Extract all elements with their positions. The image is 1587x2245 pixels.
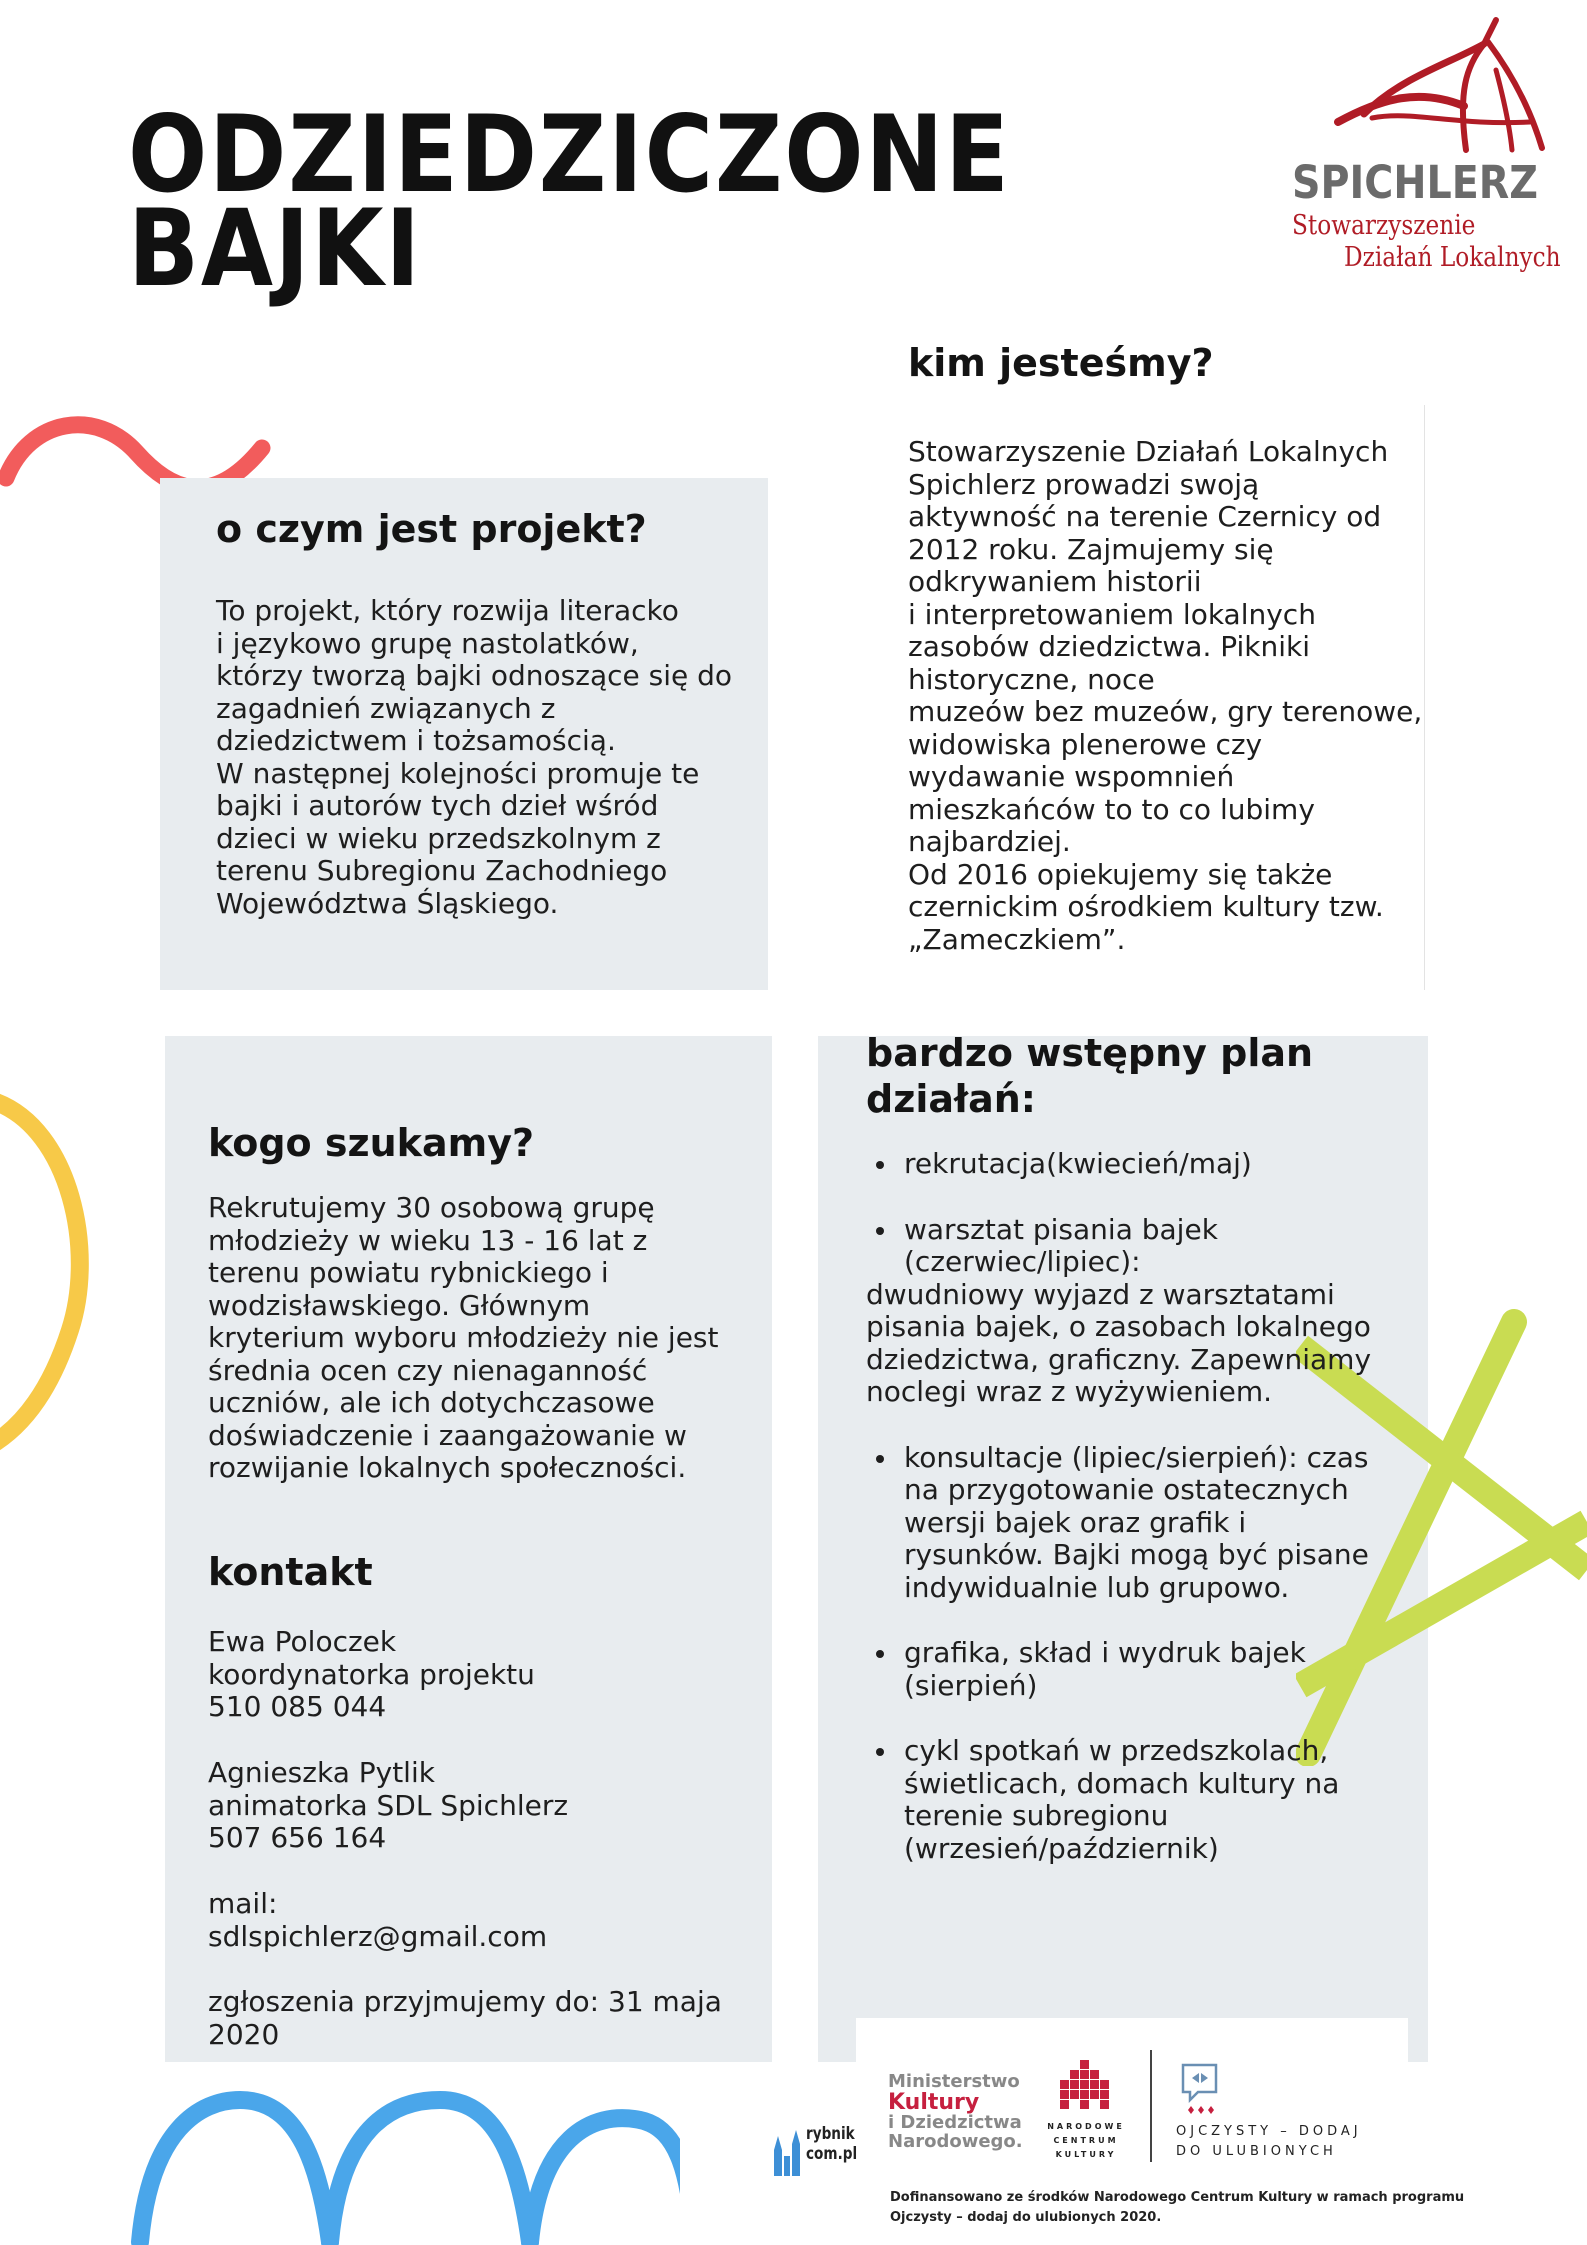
about-line: terenu Subregionu Zachodniego	[216, 854, 668, 887]
spichlerz-logo	[1288, 10, 1568, 285]
plan-item-line: na przygotowanie ostatecznych	[904, 1473, 1349, 1506]
contact-role: koordynatorka projektu	[208, 1657, 535, 1691]
mail-address-link[interactable]: sdlspichlerz@gmail.com	[208, 1919, 548, 1953]
funding-note-line: Dofinansowano ze środków Narodowego Centrum Kultury w ramach programu	[890, 2190, 1465, 2205]
about-line: dzieci w wieku przedszkolnym z	[216, 821, 661, 855]
plan-item	[904, 1637, 1424, 1702]
contact-phone[interactable]: 510 085 044	[208, 1690, 387, 1723]
contact-phone[interactable]: 507 656 164	[208, 1821, 387, 1854]
rybnik-text: rybnik com.pl	[806, 2124, 858, 2164]
who-text	[908, 436, 1422, 956]
plan-item-line: (wrzesień/październik)	[904, 1831, 1219, 1865]
logo-name: SPICHLERZ	[1292, 156, 1538, 209]
plan-item	[904, 1214, 1424, 1279]
plan-item-2-note	[866, 1279, 1424, 1409]
plan-item-line: indywidualnie lub grupowo.	[904, 1570, 1290, 1604]
plan-item-line: konsultacje (lipiec/sierpień): czas	[904, 1440, 1369, 1474]
plan-item	[904, 1148, 1424, 1181]
contact-person-2	[208, 1757, 568, 1855]
plan-heading	[866, 1030, 1313, 1122]
seek-text	[208, 1192, 718, 1485]
yellow-arc-decoration	[0, 1090, 110, 1460]
plan-item-line: świetlicach, domach kultury na	[904, 1766, 1340, 1800]
seek-heading: kogo szukamy?	[208, 1121, 535, 1165]
plan-item-line: (sierpień)	[904, 1668, 1038, 1702]
about-line: To projekt, który rozwija literacko	[216, 594, 679, 627]
plan-item-line: rekrutacja(kwiecień/maj)	[904, 1147, 1252, 1180]
contact-name: Agnieszka Pytlik	[208, 1756, 435, 1789]
about-heading: o czym jest projekt?	[216, 507, 647, 551]
about-line: zagadnień związanych z	[216, 691, 556, 725]
bullet-icon	[876, 1748, 884, 1756]
who-line: wydawanie wspomnień	[908, 760, 1235, 793]
who-line: muzeów bez muzeów, gry terenowe,	[908, 695, 1423, 728]
plan-heading-line: działań:	[866, 1077, 1036, 1121]
logo-subtitle-2: Działań Lokalnych	[1344, 242, 1561, 273]
ojczysty-logo	[1176, 2062, 1376, 2162]
who-line: historyczne, noce	[908, 662, 1155, 696]
ministry-logo	[888, 2072, 1023, 2152]
about-text	[216, 595, 732, 920]
bullet-icon	[876, 1227, 884, 1235]
who-line: najbardziej.	[908, 825, 1071, 858]
plan-item-line: grafika, skład i wydruk bajek	[904, 1636, 1306, 1669]
bullet-icon	[876, 1650, 884, 1658]
blue-arcs-decoration	[0, 2060, 680, 2245]
plan-note-line: noclegi wraz z wyżywieniem.	[866, 1375, 1273, 1408]
mail-label: mail:	[208, 1887, 278, 1920]
about-line: którzy tworzą bajki odnoszące się do	[216, 659, 733, 692]
about-line: i językowo grupę nastolatków,	[216, 626, 639, 660]
city-skyline-icon	[770, 2126, 804, 2178]
contact-mail	[208, 1888, 547, 1953]
who-line: mieszkańców to to co lubimy	[908, 792, 1315, 826]
who-heading: kim jesteśmy?	[908, 341, 1214, 385]
who-line: i interpretowaniem lokalnych	[908, 597, 1316, 631]
funding-note-line: Ojczysty – dodaj do ulubionych 2020.	[890, 2210, 1162, 2225]
about-line: dziedzictwem i tożsamością.	[216, 724, 616, 757]
seek-line: doświadczenie i zaangażowanie w	[208, 1418, 687, 1452]
contact-heading: kontakt	[208, 1550, 373, 1594]
plan-item	[904, 1735, 1424, 1865]
logo-subtitle-1: Stowarzyszenie	[1292, 210, 1476, 241]
seek-line: średnia ocen czy nienaganność	[208, 1353, 648, 1387]
plan-item-line: cykl spotkań w przedszkolach,	[904, 1734, 1329, 1767]
seek-line: Rekrutujemy 30 osobową grupę	[208, 1191, 655, 1224]
ministry-line: Narodowego.	[888, 2131, 1023, 2152]
speech-bubble-icon	[1180, 2062, 1220, 2122]
about-line: Województwa Śląskiego.	[216, 886, 559, 920]
seek-line: uczniów, ale ich dotychczasowe	[208, 1386, 655, 1419]
funding-note	[890, 2188, 1464, 2228]
contact-person-1	[208, 1626, 535, 1724]
title-line-2: BAJKI	[128, 187, 422, 310]
granary-roof-icon	[1316, 10, 1556, 160]
plan-note-line: dwudniowy wyjazd z warsztatami	[866, 1277, 1335, 1311]
nck-logo	[1046, 2060, 1126, 2162]
bullet-icon	[876, 1161, 884, 1169]
contact-role: animatorka SDL Spichlerz	[208, 1788, 569, 1822]
application-deadline	[208, 1986, 722, 2051]
who-line: Spichlerz prowadzi swoją	[908, 467, 1260, 501]
seek-line: wodzisławskiego. Głównym	[208, 1288, 591, 1322]
deadline-line: 2020	[208, 2017, 280, 2051]
who-line: odkrywaniem historii	[908, 565, 1202, 598]
who-line: Od 2016 opiekujemy się także	[908, 857, 1333, 891]
deadline-line: zgłoszenia przyjmujemy do: 31 maja	[208, 1985, 722, 2018]
ojczysty-text: OJCZYSTY – DODAJ DO ULUBIONYCH	[1176, 2124, 1362, 2159]
rybnik-logo	[770, 2118, 856, 2182]
ministry-line: Ministerstwo	[888, 2071, 1020, 2092]
seek-line: terenu powiatu rybnickiego i	[208, 1256, 609, 1289]
who-line: Stowarzyszenie Działań Lokalnych	[908, 435, 1389, 468]
plan-item-line: wersji bajek oraz grafik i	[904, 1505, 1247, 1539]
contact-name: Ewa Poloczek	[208, 1625, 397, 1658]
bullet-icon	[876, 1455, 884, 1463]
plan-list	[866, 1147, 1424, 1865]
title-line-1: ODZIEDZICZONE	[128, 93, 1011, 216]
about-line: W następnej kolejności promuje te	[216, 756, 700, 790]
nck-text: NARODOWE CENTRUM KULTURY	[1047, 2122, 1125, 2159]
plan-note-line: pisania bajek, o zasobach lokalnego	[866, 1310, 1371, 1343]
plan-item	[904, 1442, 1424, 1605]
who-line: widowiska plenerowe czy	[908, 727, 1263, 761]
who-line: aktywność na terenie Czernicy od	[908, 500, 1382, 533]
ministry-line: Kultury	[888, 2090, 980, 2115]
seek-line: młodzieży w wieku 13 - 16 lat z	[208, 1223, 648, 1257]
seek-line: rozwijanie lokalnych społeczności.	[208, 1451, 687, 1484]
who-divider	[1424, 405, 1425, 990]
nck-grid-icon	[1060, 2060, 1112, 2110]
plan-item-line: warsztat pisania bajek	[904, 1212, 1218, 1246]
plan-heading-line: bardzo wstępny plan	[866, 1031, 1314, 1075]
who-line: 2012 roku. Zajmujemy się	[908, 532, 1274, 566]
about-line: bajki i autorów tych dzieł wśród	[216, 789, 659, 822]
who-line: czernickim ośrodkiem kultury tzw.	[908, 890, 1384, 923]
who-line: zasobów dziedzictwa. Pikniki	[908, 630, 1311, 663]
sponsor-divider	[1150, 2050, 1152, 2162]
seek-line: kryterium wyboru młodzieży nie jest	[208, 1321, 719, 1354]
who-line: „Zameczkiem”.	[908, 922, 1126, 956]
plan-item-line: (czerwiec/lipiec):	[904, 1245, 1141, 1278]
page-title	[128, 93, 1011, 310]
plan-item-line: rysunków. Bajki mogą być pisane	[904, 1538, 1369, 1571]
plan-note-line: dziedzictwa, graficzny. Zapewniamy	[866, 1342, 1372, 1376]
ministry-line: i Dziedzictwa	[888, 2112, 1022, 2133]
plan-item-line: terenie subregionu	[904, 1799, 1169, 1832]
